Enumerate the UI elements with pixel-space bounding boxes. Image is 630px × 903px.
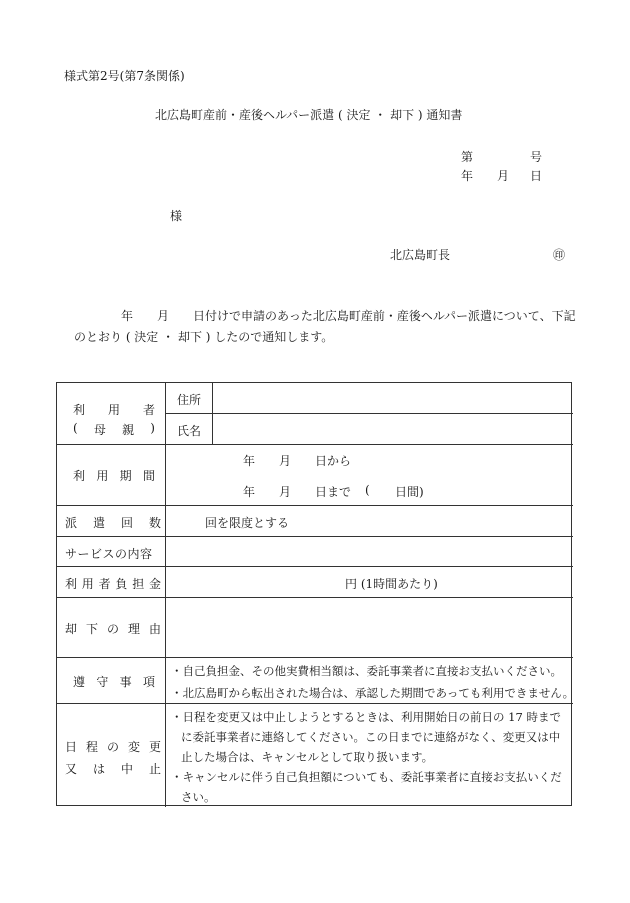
address-label: 住所	[177, 393, 202, 407]
charge-value: 円 (1時間あたり)	[345, 577, 438, 591]
period-from-year: 年	[243, 454, 256, 468]
column-divider-main	[165, 383, 166, 807]
user-label: 利 用 者	[73, 403, 155, 417]
rule-item-2: ・北広島町から転出された場合は、承認した期間であっても利用できません。	[171, 686, 575, 700]
period-from-text: 日から	[315, 454, 352, 468]
body-year: 年	[121, 309, 134, 323]
body-text-line1: 日付けで申請のあった北広島町産前・産後ヘルパー派遣について、下記	[193, 309, 576, 323]
name-label: 氏名	[177, 424, 202, 438]
doc-number-prefix: 第	[461, 150, 474, 164]
name-field[interactable]	[217, 416, 567, 442]
issuer: 北広島町長	[390, 248, 451, 262]
date-day: 日	[530, 169, 543, 183]
reject-label: 却 下 の 理 由	[65, 622, 161, 636]
divider-service	[57, 566, 573, 567]
visits-value: 回を限度とする	[205, 516, 290, 530]
period-to-month: 月	[279, 485, 292, 499]
divider-address-name	[165, 413, 573, 414]
address-field[interactable]	[217, 385, 567, 411]
change-line-5: さい。	[181, 790, 216, 804]
doc-number-suffix: 号	[530, 150, 543, 164]
body-month: 月	[157, 309, 170, 323]
period-from-month: 月	[279, 454, 292, 468]
notice-table	[56, 382, 575, 806]
period-label: 利 用 期 間	[73, 469, 155, 483]
date-month: 月	[497, 169, 510, 183]
divider-period	[57, 505, 573, 506]
recipient-suffix: 様	[170, 209, 183, 223]
document-title: 北広島町産前・産後ヘルパー派遣 ( 決定 ・ 却下 ) 通知書	[155, 108, 463, 122]
divider-reject	[57, 657, 573, 658]
change-line-4: ・キャンセルに伴う自己負担額についても、委託事業者に直接お支払いくだ	[171, 770, 562, 784]
change-label-line2: 又 は 中 止	[65, 762, 161, 776]
date-year: 年	[461, 169, 474, 183]
rules-label: 遵 守 事 項	[73, 675, 155, 689]
change-line-2: に委託事業者に連絡してください。この日までに連絡がなく、変更又は中	[181, 730, 561, 744]
change-line-1: ・日程を変更又は中止しようとするときは、利用開始日の前日の 17 時まで	[171, 710, 561, 724]
divider-charge	[57, 597, 573, 598]
visits-label: 派 遣 回 数	[65, 516, 161, 530]
period-to-year: 年	[243, 485, 256, 499]
rule-item-1: ・自己負担金、その他実費相当額は、委託事業者に直接お支払いください。	[171, 664, 562, 678]
body-text-line2: のとおり ( 決定 ・ 却下 ) したので通知します。	[74, 330, 334, 344]
seal-mark: ㊞	[553, 248, 566, 262]
divider-rules	[57, 703, 573, 704]
user-sublabel: ( 母 親 )	[73, 421, 155, 437]
service-label: サービスの内容	[65, 547, 153, 561]
column-divider-address	[212, 383, 213, 444]
divider-user	[57, 444, 573, 445]
form-number: 様式第2号(第7条関係)	[64, 69, 185, 83]
change-label-line1: 日 程 の 変 更	[65, 740, 161, 754]
charge-label: 利 用 者 負 担 金	[65, 577, 161, 591]
change-line-3: 止した場合は、キャンセルとして取り扱います。	[181, 750, 434, 764]
period-days-text: 日間)	[395, 485, 424, 499]
period-days-open: (	[365, 483, 370, 497]
period-to-text: 日まで	[315, 485, 352, 499]
divider-visits	[57, 536, 573, 537]
